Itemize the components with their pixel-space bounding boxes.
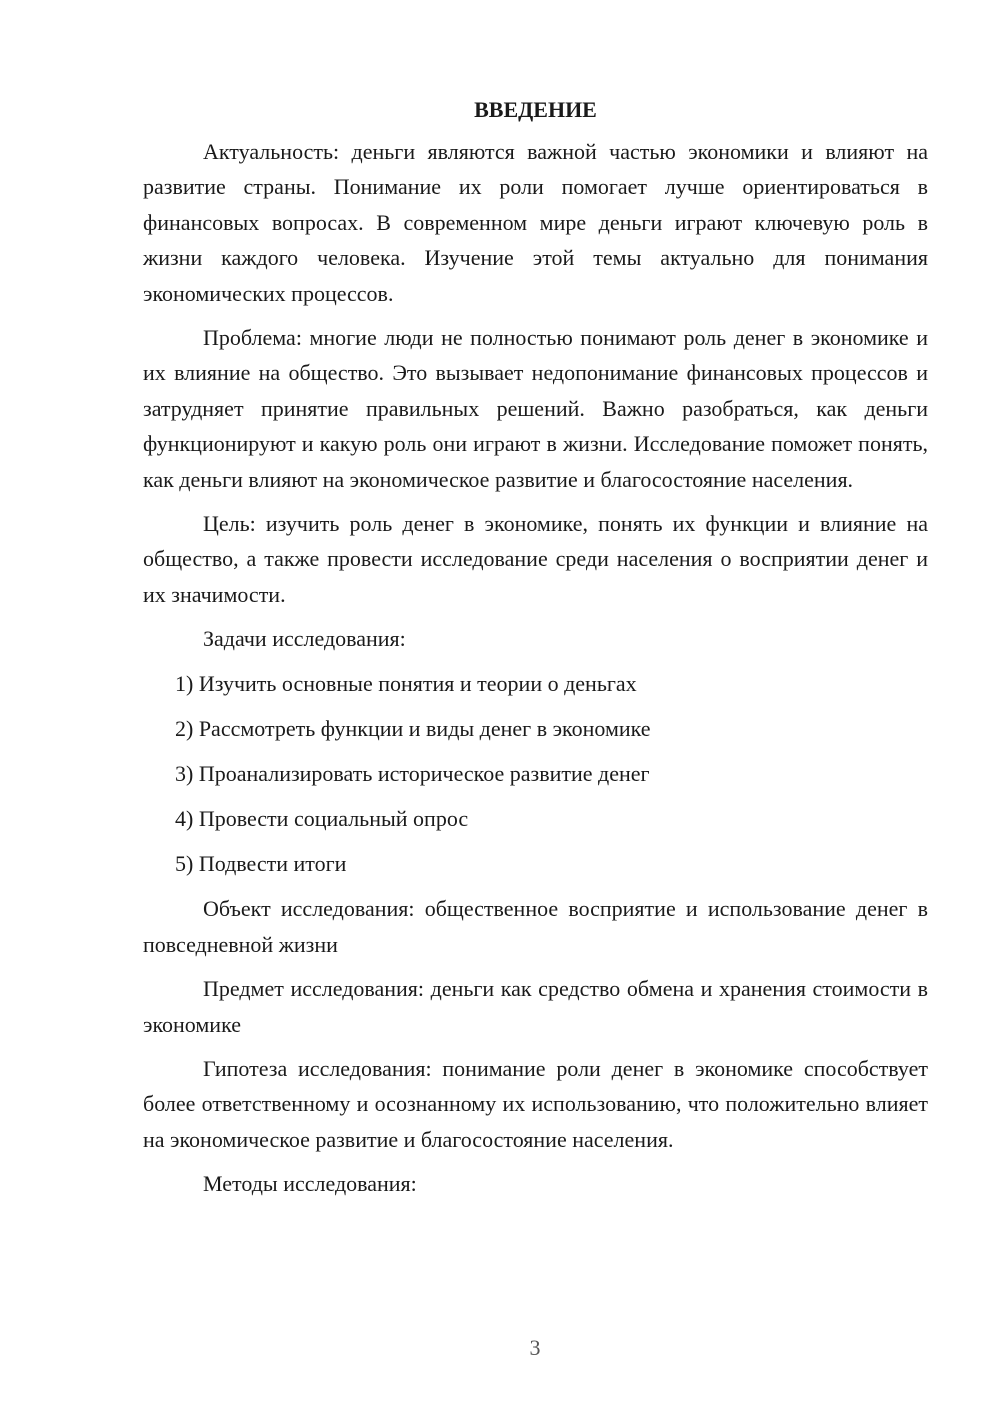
tasks-list <box>143 666 928 881</box>
page-title: ВВЕДЕНИЕ <box>474 97 597 122</box>
paragraph-subject: Предмет исследования: деньги как средство обмена и хранения стоимости в экономике <box>143 976 928 1037</box>
page-content <box>143 94 928 1211</box>
methods-heading: Методы исследования: <box>203 1171 417 1197</box>
list-item-task-1: 1) Изучить основные понятия и теории о деньгах <box>175 671 637 697</box>
list-item-task-5: 5) Подвести итоги <box>175 851 347 877</box>
paragraph-hypothesis: Гипотеза исследования: понимание роли денег в экономике способствует более ответственному и осознанному их использованию, что положительно влияет на экономическое развитие и благосостояние населения. <box>143 1055 928 1152</box>
list-item-task-4: 4) Провести социальный опрос <box>175 806 469 832</box>
paragraph-problem: Проблема: многие люди не полностью понимают роль денег в экономике и их влияние на общество. Это вызывает недопонимание финансовых процессов и затрудняет принятие правильных решений. Важно разобраться, как деньги функционируют и какую роль они играют в жизни. Исследование поможет понять, как деньги влияют на экономическое развитие и благосостояние населения. <box>143 325 928 492</box>
paragraph-goal: Цель: изучить роль денег в экономике, понять их функции и влияние на общество, а также провести исследование среди населения о восприятии денег и их значимости. <box>143 511 928 607</box>
page-number: 3 <box>529 1335 541 1360</box>
tasks-heading: Задачи исследования: <box>203 626 406 652</box>
paragraph-object: Объект исследования: общественное восприятие и использование денег в повседневной жизни <box>143 896 928 957</box>
list-item-task-2: 2) Рассмотреть функции и виды денег в экономике <box>175 716 651 742</box>
paragraph-relevance: Актуальность: деньги являются важной частью экономики и влияют на развитие страны. Понимание их роли помогает лучше ориентироваться в финансовых вопросах. В современном мире деньги играют ключевую роль в жизни каждого человека. Изучение этой темы актуально для понимания экономических процессов. <box>143 139 928 306</box>
list-item-task-3: 3) Проанализировать историческое развитие денег <box>175 761 650 787</box>
